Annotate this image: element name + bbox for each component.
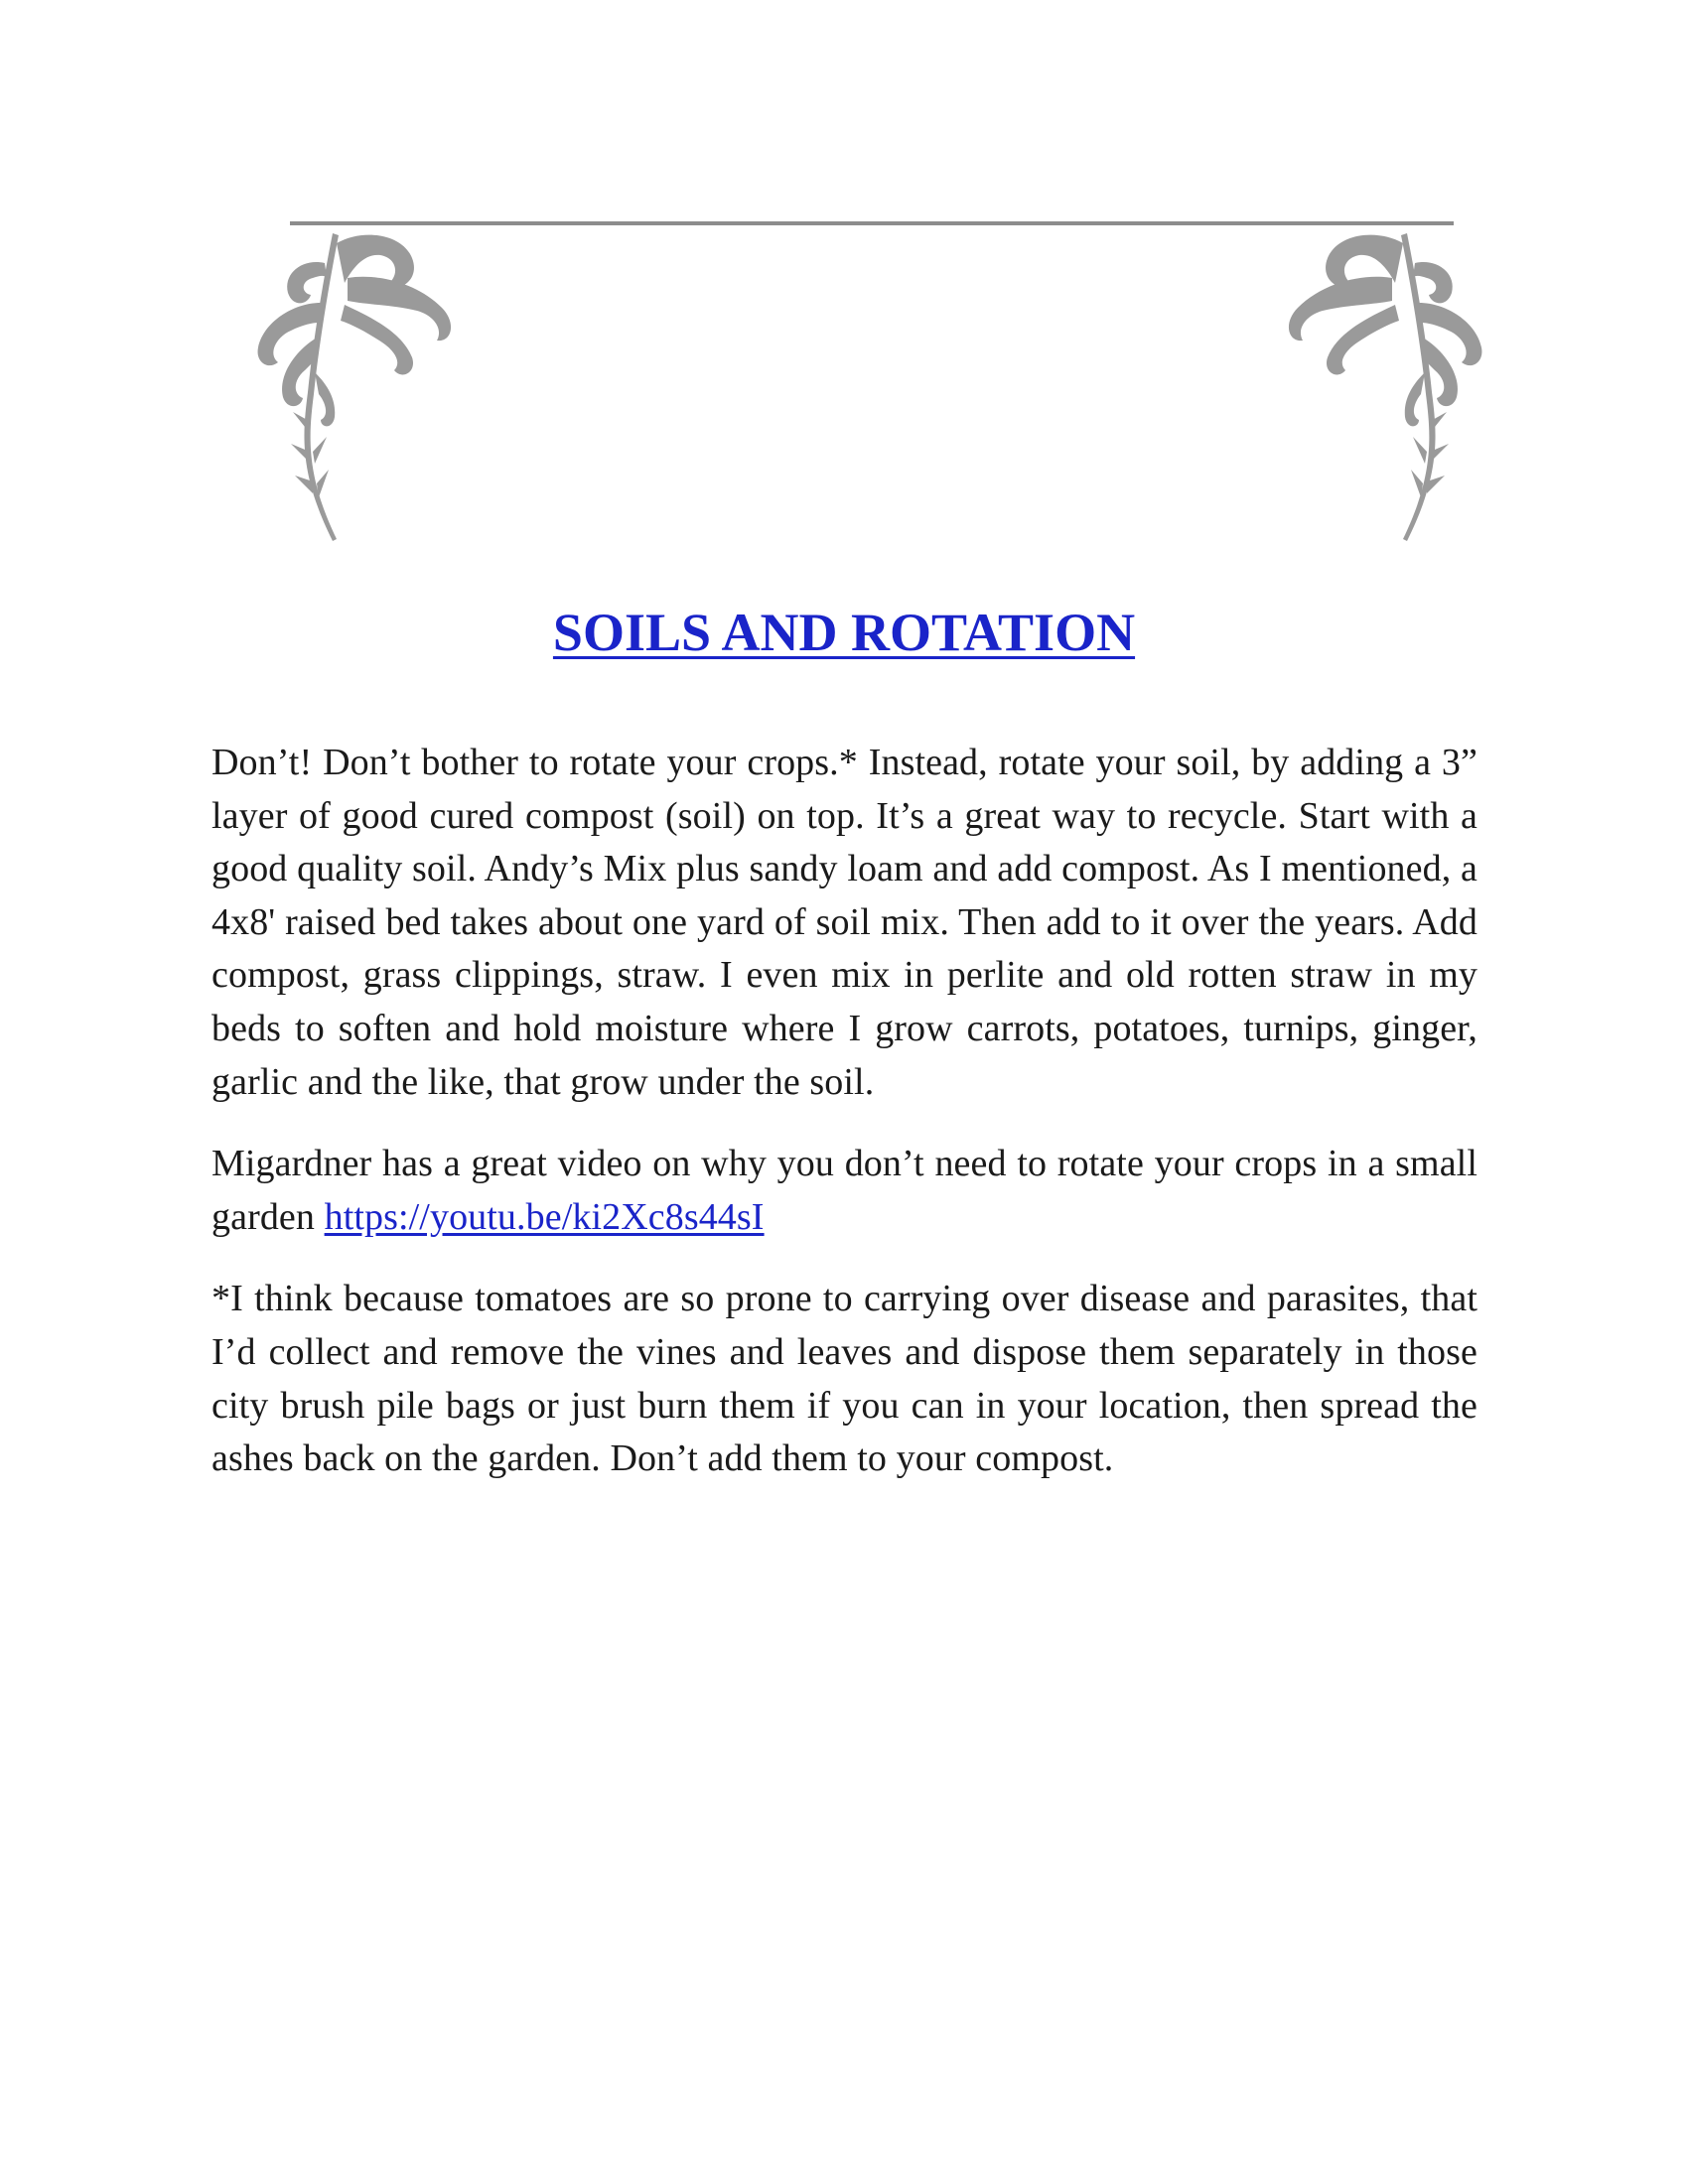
paragraph-footnote: *I think because tomatoes are so prone to carrying over disease and parasites, that I’d collect and remove the vines and leaves and dispose them separately in those city brush pile bags or just burn them if you can in your location, then spread the ashes back on the garden. Don’t add them to your compost.: [211, 1278, 1477, 1480]
page-title: [0, 598, 1688, 667]
paragraph-video-reference: [211, 1138, 1477, 1244]
document-body: [211, 737, 1477, 1515]
video-reference-text: Migardner has a great video on why you don’t need to rotate your crops in a small garden: [211, 1143, 1477, 1238]
title-link[interactable]: SOILS AND ROTATION: [552, 603, 1136, 662]
paragraph-soil-rotation: Don’t! Don’t bother to rotate your crops.* Instead, rotate your soil, by adding a 3” layer of good cured compost (soil) on top. It’s a great way to recycle. Start with a good quality soil. Andy’s Mix plus sandy loam and add compost. As I mentioned, a 4x8' raised bed takes about one yard of soil mix. Then add to it over the years. Add compost, grass clippings, straw. I even mix in perlite and old rotten straw in my beds to soften and hold moisture where I grow carrots, potatoes, turnips, ginger, garlic and the like, that grow under the soil.: [211, 742, 1477, 1103]
floral-scroll-icon: [1263, 223, 1486, 541]
video-link[interactable]: https://youtu.be/ki2Xc8s44sI: [324, 1195, 765, 1238]
floral-scroll-icon: [253, 223, 477, 541]
